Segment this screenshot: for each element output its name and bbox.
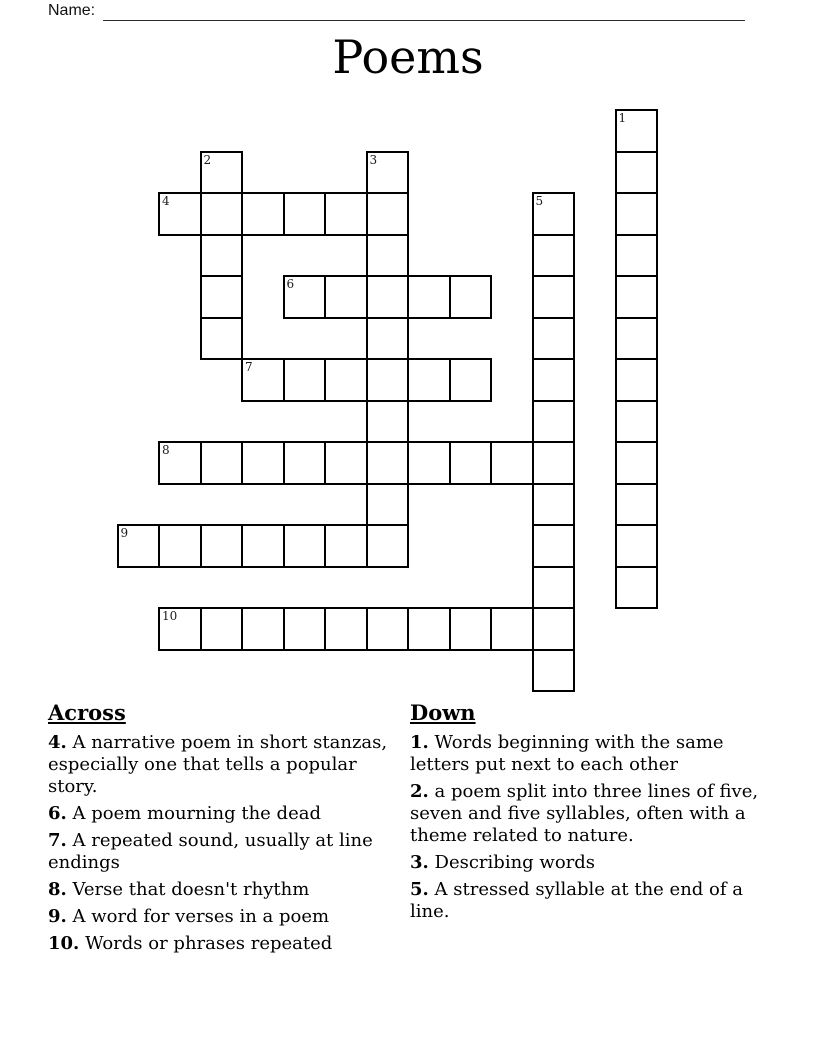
- grid-cell[interactable]: [366, 275, 410, 319]
- grid-cell[interactable]: [407, 358, 451, 402]
- cell-number: 5: [535, 194, 544, 208]
- clue-number: 6.: [48, 802, 67, 824]
- clue-down-1: [410, 732, 778, 776]
- clue-text: a poem split into three lines of five, seven and five syllables, often with a theme related to nature.: [410, 780, 759, 846]
- grid-cell[interactable]: [366, 151, 410, 195]
- grid-cell[interactable]: [283, 192, 327, 236]
- grid-cell[interactable]: [283, 441, 327, 485]
- grid-cell[interactable]: [366, 234, 410, 278]
- clue-number: 9.: [48, 905, 67, 927]
- clue-across-7: [48, 830, 400, 874]
- clue-number: 1.: [410, 732, 429, 753]
- clue-text: Words or phrases repeated: [85, 932, 333, 954]
- grid-cell[interactable]: [532, 566, 576, 610]
- cell-number: 2: [203, 152, 212, 167]
- cell-number: 4: [162, 194, 170, 208]
- grid-cell[interactable]: [366, 358, 410, 402]
- grid-cell[interactable]: [283, 275, 327, 319]
- grid-cell[interactable]: [324, 275, 368, 319]
- name-label: Name:: [48, 2, 96, 19]
- grid-cell[interactable]: [615, 151, 659, 195]
- grid-cell[interactable]: [241, 607, 285, 651]
- clue-text: Words beginning with the same letters put next to each other: [410, 732, 724, 775]
- grid-cell[interactable]: [200, 151, 244, 195]
- grid-cell[interactable]: [366, 483, 410, 527]
- grid-cell[interactable]: [532, 234, 576, 278]
- grid-cell[interactable]: [615, 358, 659, 402]
- grid-cell[interactable]: [366, 524, 410, 568]
- grid-cell[interactable]: [158, 607, 202, 651]
- grid-cell[interactable]: [283, 607, 327, 651]
- grid-cell[interactable]: [407, 607, 451, 651]
- grid-cell[interactable]: [241, 441, 285, 485]
- grid-cell[interactable]: [449, 275, 493, 319]
- grid-cell[interactable]: [449, 607, 493, 651]
- grid-cell[interactable]: [158, 192, 202, 236]
- grid-cell[interactable]: [158, 441, 202, 485]
- grid-cell[interactable]: [615, 524, 659, 568]
- grid-cell[interactable]: [200, 524, 244, 568]
- cell-number: 7: [245, 360, 253, 374]
- grid-cell[interactable]: [532, 483, 576, 527]
- cell-number: 9: [120, 526, 129, 540]
- grid-cell[interactable]: [615, 109, 659, 153]
- down-heading: Down: [410, 700, 476, 725]
- clue-number: 3.: [410, 851, 429, 873]
- grid-cell[interactable]: [283, 524, 327, 568]
- grid-cell[interactable]: [532, 192, 576, 236]
- grid-cell[interactable]: [532, 649, 576, 693]
- grid-cell[interactable]: [283, 358, 327, 402]
- grid-cell[interactable]: [324, 358, 368, 402]
- clue-text: Describing words: [434, 851, 596, 873]
- clue-across-8: [48, 879, 400, 901]
- clue-down-2: [410, 781, 778, 847]
- grid-cell[interactable]: [532, 358, 576, 402]
- grid-cell[interactable]: [407, 441, 451, 485]
- clue-text: A repeated sound, usually at line endings: [48, 829, 373, 873]
- grid-cell[interactable]: [615, 566, 659, 610]
- grid-cell[interactable]: [532, 400, 576, 444]
- grid-cell[interactable]: [241, 524, 285, 568]
- cell-number: 6: [286, 277, 295, 291]
- grid-cell[interactable]: [200, 441, 244, 485]
- grid-cell[interactable]: [366, 192, 410, 236]
- grid-cell[interactable]: [407, 275, 451, 319]
- grid-cell[interactable]: [615, 275, 659, 319]
- across-clues-section: [48, 700, 400, 960]
- clue-across-4: [48, 732, 400, 798]
- grid-cell[interactable]: [532, 317, 576, 361]
- page-title: Poems: [332, 30, 484, 84]
- grid-cell[interactable]: [241, 358, 285, 402]
- clue-down-3: [410, 852, 778, 874]
- grid-cell[interactable]: [615, 441, 659, 485]
- across-heading: Across: [48, 700, 126, 725]
- grid-cell[interactable]: [532, 275, 576, 319]
- grid-cell[interactable]: [449, 441, 493, 485]
- clue-across-10: [48, 933, 400, 955]
- grid-cell[interactable]: [200, 275, 244, 319]
- clue-number: 2.: [410, 780, 429, 802]
- grid-cell[interactable]: [615, 234, 659, 278]
- grid-cell[interactable]: [158, 524, 202, 568]
- grid-cell[interactable]: [117, 524, 161, 568]
- clue-text: A stressed syllable at the end of a line.: [410, 878, 743, 922]
- clue-text: A narrative poem in short stanzas, especially one that tells a popular story.: [48, 732, 388, 797]
- grid-cell[interactable]: [490, 441, 534, 485]
- grid-cell[interactable]: [366, 317, 410, 361]
- grid-cell[interactable]: [200, 192, 244, 236]
- grid-cell[interactable]: [532, 607, 576, 651]
- clue-text: Verse that doesn't rhythm: [72, 878, 310, 900]
- clue-number: 7.: [48, 829, 67, 851]
- grid-cell[interactable]: [241, 192, 285, 236]
- clue-number: 8.: [48, 878, 67, 900]
- grid-cell[interactable]: [449, 358, 493, 402]
- grid-cell[interactable]: [490, 607, 534, 651]
- clue-across-9: [48, 906, 400, 928]
- cell-number: 3: [369, 152, 378, 167]
- grid-cell[interactable]: [200, 317, 244, 361]
- grid-cell[interactable]: [615, 483, 659, 527]
- grid-cell[interactable]: [324, 524, 368, 568]
- clue-across-6: [48, 803, 400, 825]
- grid-cell[interactable]: [200, 607, 244, 651]
- grid-cell[interactable]: [200, 234, 244, 278]
- grid-cell[interactable]: [324, 192, 368, 236]
- cell-number: 10: [162, 609, 178, 623]
- grid-cell[interactable]: [324, 607, 368, 651]
- grid-cell[interactable]: [615, 400, 659, 444]
- cell-number: 1: [618, 111, 627, 125]
- grid-cell[interactable]: [366, 441, 410, 485]
- cell-number: 8: [162, 443, 170, 457]
- grid-cell[interactable]: [324, 441, 368, 485]
- grid-cell[interactable]: [366, 400, 410, 444]
- grid-cell[interactable]: [615, 192, 659, 236]
- grid-cell[interactable]: [615, 317, 659, 361]
- clue-down-5: [410, 879, 778, 923]
- clue-text: A poem mourning the dead: [72, 802, 321, 824]
- clue-number: 5.: [410, 878, 429, 900]
- clue-number: 10.: [48, 932, 80, 954]
- grid-cell[interactable]: [366, 607, 410, 651]
- grid-cell[interactable]: [532, 441, 576, 485]
- down-clues-section: [410, 700, 778, 928]
- grid-cell[interactable]: [532, 524, 576, 568]
- clue-text: A word for verses in a poem: [72, 905, 330, 927]
- clue-number: 4.: [48, 732, 67, 753]
